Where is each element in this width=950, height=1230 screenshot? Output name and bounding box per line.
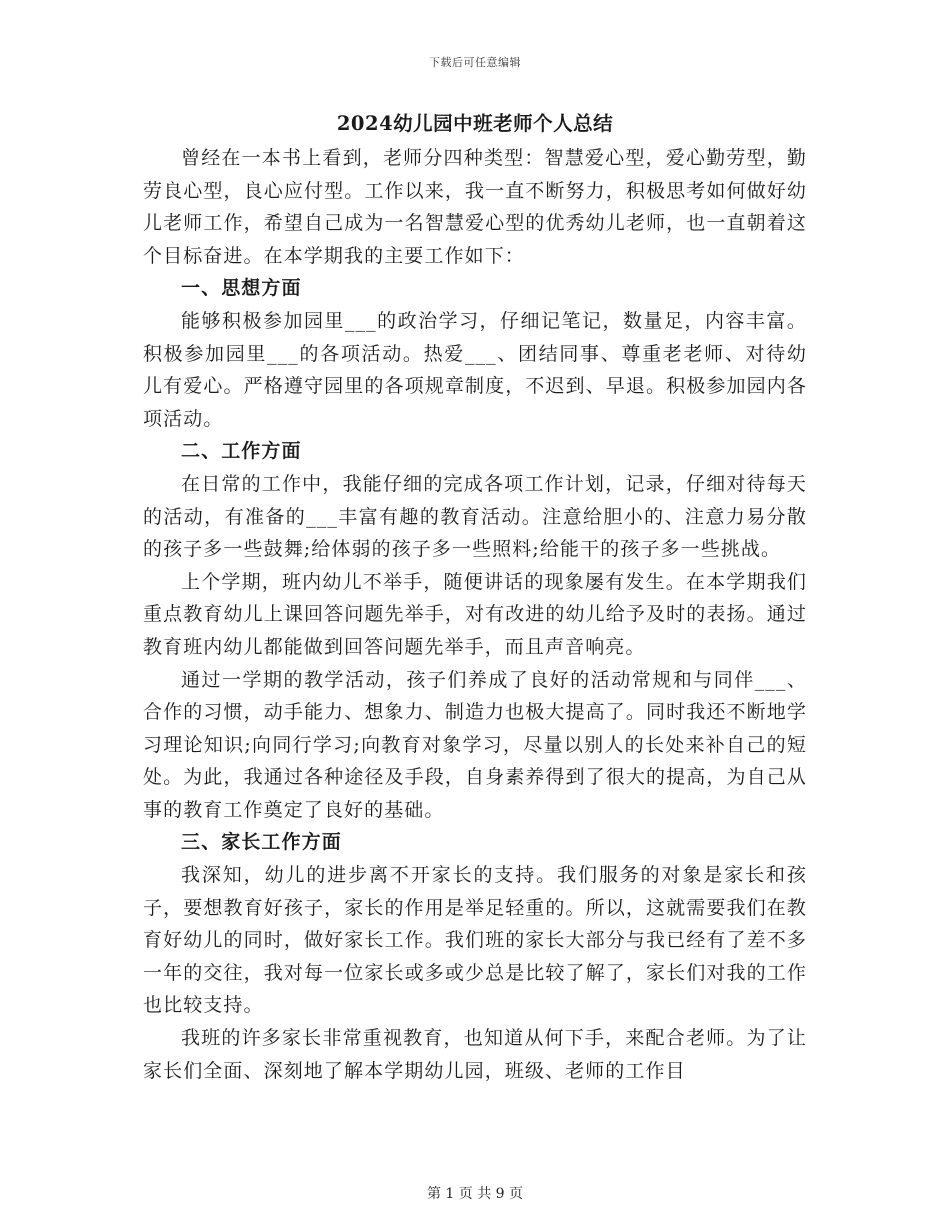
paragraph: 曾经在一本书上看到，老师分四种类型：智慧爱心型，爱心勤劳型，勤劳良心型，良心应付型。工作以来，我一直不断努力，积极思考如何做好幼儿老师工作，希望自己成为一名智慧爱心型的优秀幼儿老师，也一直朝着这个目标奋进。在本学期我的主要工作如下： [143, 147, 807, 267]
paragraph: 在日常的工作中，我能仔细的完成各项工作计划，记录，仔细对待每天的活动，有准备的___丰富有趣的教育活动。注意给胆小的、注意力易分散的孩子多一些鼓舞;给体弱的孩子多一些照料;给能干的孩子多一些挑战。 [143, 472, 807, 561]
section-heading: 三、家长工作方面 [181, 831, 342, 854]
header-note: 下载后可任意编辑 [429, 56, 521, 69]
section-heading: 一、思想方面 [181, 277, 302, 300]
paragraph: 上个学期，班内幼儿不举手，随便讲话的现象屡有发生。在本学期我们重点教育幼儿上课回答问题先举手，对有改进的幼儿给予及时的表扬。通过教育班内幼儿都能做到回答问题先举手，而且声音响亮。 [143, 570, 807, 658]
section-heading: 二、工作方面 [181, 440, 302, 463]
paragraph: 能够积极参加园里___的政治学习，仔细记笔记，数量足，内容丰富。积极参加园里___的各项活动。热爱___、团结同事、尊重老老师、对待幼儿有爱心。严格遵守园里的各项规章制度，不迟到、早退。积极参加园内各项活动。 [143, 309, 807, 430]
paragraph: 通过一学期的教学活动，孩子们养成了良好的活动常规和与同伴___、合作的习惯，动手能力、想象力、制造力也极大提高了。同时我还不断地学习理论知识;向同行学习;向教育对象学习，尽量以别人的长处来补自己的短处。为此，我通过各种途径及手段，自身素养得到了很大的提高，为自己从事的教育工作奠定了良好的基础。 [143, 668, 807, 821]
document-body [143, 106, 807, 1087]
document-title: 2024幼儿园中班老师个人总结 [336, 112, 614, 135]
paragraph: 我深知，幼儿的进步离不开家长的支持。我们服务的对象是家长和孩子，要想教育好孩子，家长的作用是举足轻重的。所以，这就需要我们在教育好幼儿的同时，做好家长工作。我们班的家长大部分与我已经有了差不多一年的交往，我对每一位家长或多或少总是比较了解了，家长们对我的工作也比较支持。 [143, 864, 807, 1017]
paragraph: 我班的许多家长非常重视教育，也知道从何下手，来配合老师。为了让家长们全面、深刻地了解本学期幼儿园，班级、老师的工作目 [143, 1027, 807, 1082]
page-number: 第 1 页 共 9 页 [426, 1186, 524, 1202]
